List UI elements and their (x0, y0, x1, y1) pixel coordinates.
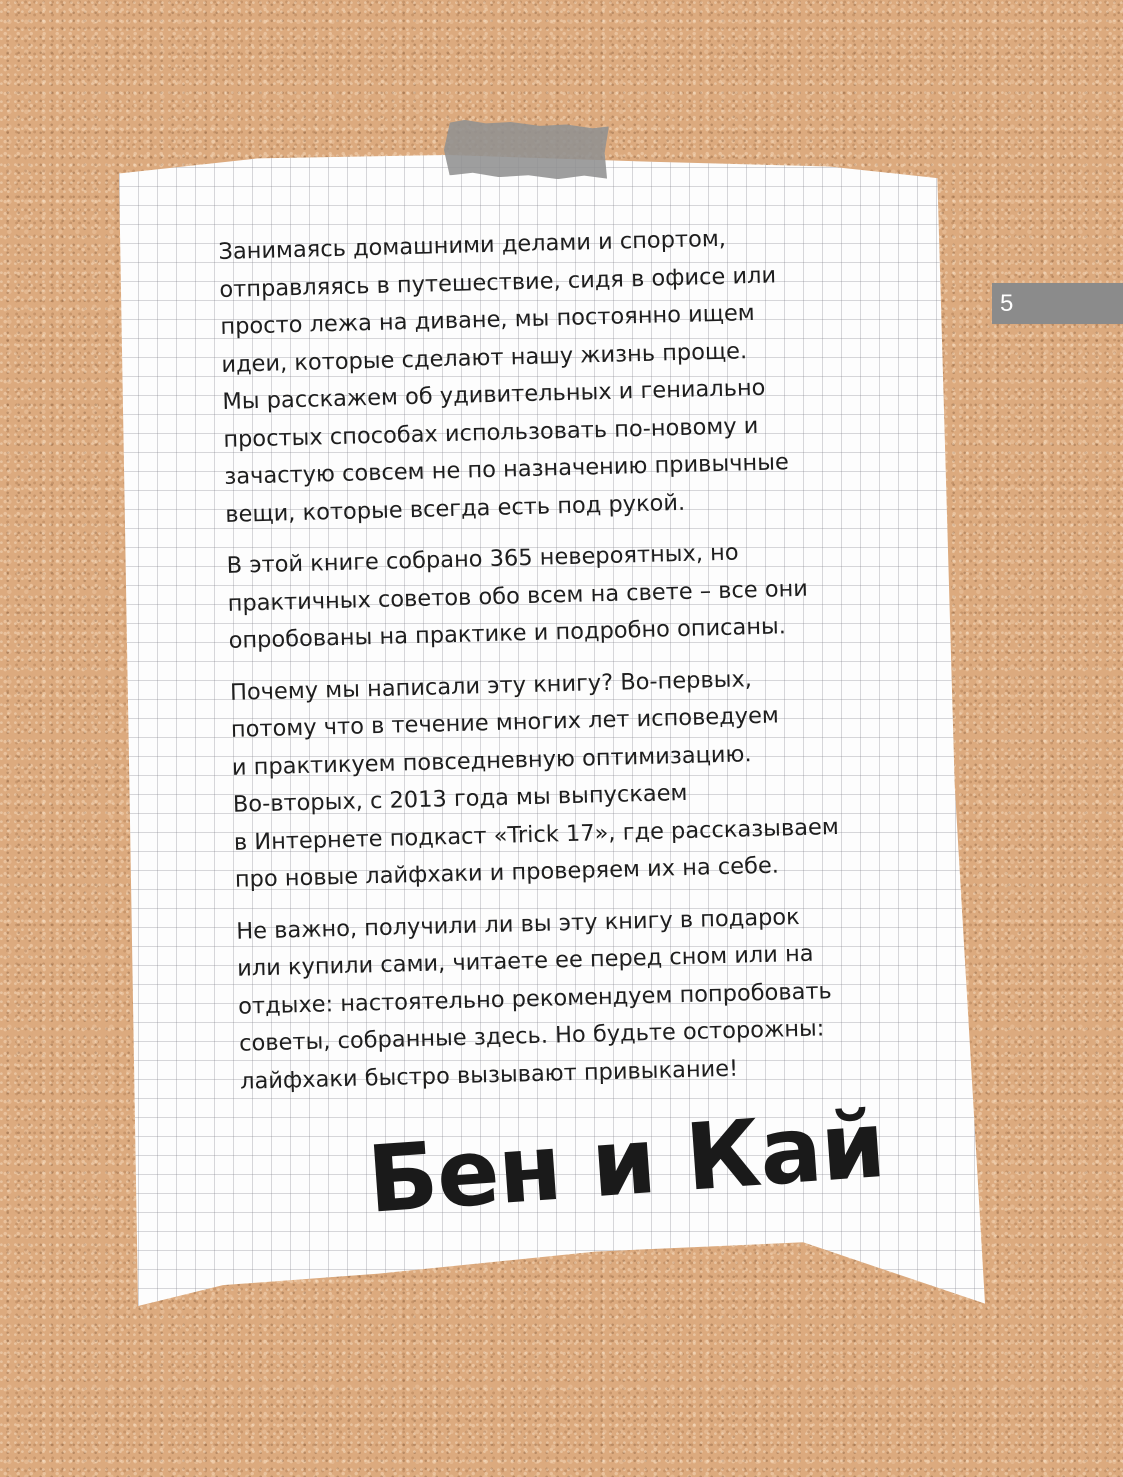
paragraph-4 (236, 896, 891, 1100)
text-line: простых способах использовать по-новому и (223, 412, 759, 453)
text-line: Во-вторых, с 2013 года мы выпускаем (232, 779, 688, 818)
text-line: советы, собранные здесь. Но будьте осторожны: (238, 1015, 825, 1057)
text-line: про новые лайфхаки и проверяем их на себе. (234, 852, 780, 893)
note-text (218, 217, 891, 1115)
text-line: вещи, которые всегда есть под рукой. (225, 489, 686, 528)
text-line: зачастую совсем не по назначению привычные (224, 449, 790, 490)
text-line: лайфхаки быстро вызывают привыкание! (239, 1055, 739, 1095)
text-line: практичных советов обо всем на свете – все они (227, 575, 809, 617)
text-line: Мы расскажем об удивительных и гениально (222, 374, 766, 415)
paragraph-1 (218, 217, 876, 534)
page-number: 5 (1000, 290, 1014, 317)
text-line: опробованы на практике и подробно описаны. (228, 613, 787, 654)
text-line: идеи, которые сделают нашу жизнь проще. (221, 337, 748, 378)
paragraph-2 (226, 531, 879, 660)
paragraph-3 (230, 657, 886, 899)
masking-tape (443, 119, 609, 181)
text-line: просто лежа на диване, мы постоянно ищем (220, 299, 756, 340)
text-line: потому что в течение многих лет исповедуем (230, 702, 780, 743)
text-line: отдыхе: настоятельно рекомендуем попробовать (237, 977, 833, 1020)
text-line: Почему мы написали эту книгу? Во-первых, (229, 665, 753, 706)
text-line: в Интернете подкаст «Trick 17», где рассказываем (233, 813, 840, 856)
text-line: и практикуем повседневную оптимизацию. (231, 740, 752, 781)
text-line: Занимаясь домашними делами и спортом, (218, 225, 727, 265)
text-line: или купили сами, читаете ее перед сном или на (236, 940, 814, 982)
text-line: Не важно, получили ли вы эту книгу в подарок (235, 903, 801, 945)
signature: Бен и Кай (364, 1091, 888, 1234)
text-line: отправляясь в путешествие, сидя в офисе или (219, 261, 777, 303)
text-line: В этой книге собрано 365 невероятных, но (226, 539, 739, 579)
page-number-tab (992, 283, 1123, 324)
